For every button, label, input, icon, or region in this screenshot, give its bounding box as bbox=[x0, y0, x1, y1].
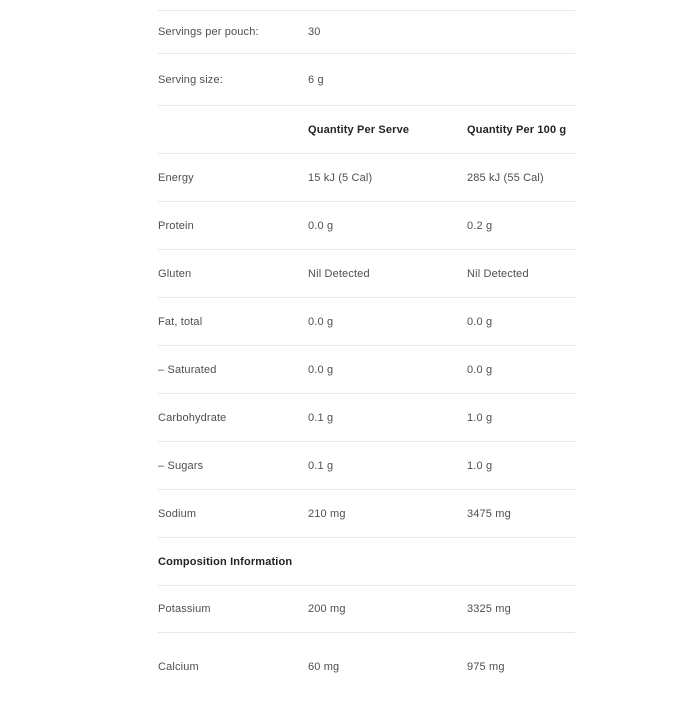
per-serve-value: 0.1 g bbox=[308, 459, 334, 472]
per-100g-value: 975 mg bbox=[467, 661, 505, 673]
per-serve-value: 0.0 g bbox=[308, 219, 334, 232]
table-row-potassium bbox=[158, 586, 575, 633]
meta-value: 6 g bbox=[308, 73, 324, 86]
nutrient-label: Carbohydrate bbox=[158, 411, 227, 424]
per-100g-value: 3475 mg bbox=[467, 507, 511, 520]
table-row-carbohydrate bbox=[158, 394, 575, 442]
nutrient-label: Calcium bbox=[158, 661, 199, 673]
table-row-energy bbox=[158, 154, 575, 202]
per-serve-value: 210 mg bbox=[308, 507, 346, 520]
table-row-sugars bbox=[158, 442, 575, 490]
table-row-composition-information bbox=[158, 538, 575, 586]
table-row-calcium bbox=[158, 633, 575, 701]
nutrient-label: – Saturated bbox=[158, 363, 217, 376]
per-100g-value: 0.0 g bbox=[467, 363, 493, 376]
per-serve-value: 0.1 g bbox=[308, 411, 334, 424]
per-serve-value: 0.0 g bbox=[308, 363, 334, 376]
table-header-row bbox=[158, 106, 575, 154]
nutrient-label: – Sugars bbox=[158, 459, 204, 472]
table-row-fat-total bbox=[158, 298, 575, 346]
per-100g-value: 0.0 g bbox=[467, 315, 493, 328]
per-serve-value: 15 kJ (5 Cal) bbox=[308, 171, 373, 184]
nutrient-label: Protein bbox=[158, 219, 194, 232]
per-100g-value: 285 kJ (55 Cal) bbox=[467, 171, 544, 184]
per-serve-value: 60 mg bbox=[308, 661, 340, 673]
table-row-protein bbox=[158, 202, 575, 250]
per-serve-value: Nil Detected bbox=[308, 267, 370, 280]
table-row-saturated bbox=[158, 346, 575, 394]
nutrient-label: Fat, total bbox=[158, 315, 203, 328]
per-100g-value: 1.0 g bbox=[467, 411, 493, 424]
per-100g-value: 3325 mg bbox=[467, 603, 511, 615]
table-row-serving-size bbox=[158, 54, 575, 106]
table-row-servings-per-pouch bbox=[158, 11, 575, 54]
per-100g-value: 0.2 g bbox=[467, 219, 493, 232]
meta-label: Serving size: bbox=[158, 73, 223, 86]
table-row-sodium bbox=[158, 490, 575, 538]
section-header: Composition Information bbox=[158, 555, 293, 568]
meta-label: Servings per pouch: bbox=[158, 26, 259, 38]
per-100g-value: 1.0 g bbox=[467, 459, 493, 472]
per-serve-value: 0.0 g bbox=[308, 315, 334, 328]
nutrient-label: Sodium bbox=[158, 507, 197, 520]
nutrient-label: Energy bbox=[158, 171, 194, 184]
nutrient-label: Gluten bbox=[158, 267, 192, 280]
nutrient-label: Potassium bbox=[158, 603, 211, 615]
table-row-gluten bbox=[158, 250, 575, 298]
nutrition-information-table bbox=[158, 10, 575, 701]
column-header-per-serve: Quantity Per Serve bbox=[308, 123, 410, 136]
per-serve-value: 200 mg bbox=[308, 603, 346, 615]
meta-value: 30 bbox=[308, 26, 321, 38]
per-100g-value: Nil Detected bbox=[467, 267, 529, 280]
column-header-per-100g: Quantity Per 100 g bbox=[467, 123, 567, 136]
